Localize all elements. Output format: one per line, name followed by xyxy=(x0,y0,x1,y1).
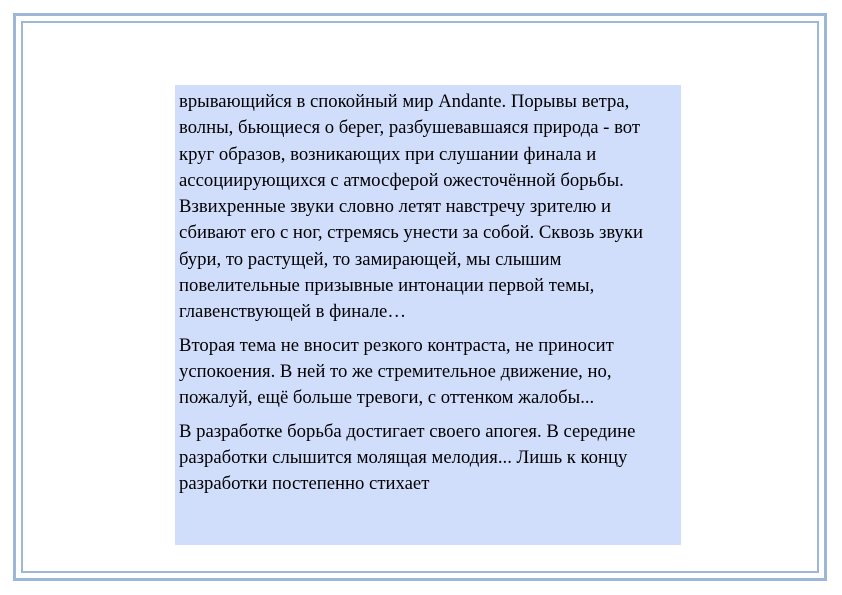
paragraph-3: В разработке борьба достигает своего апогея. В середине разработки слышится молящая мелодия... Лишь к концу разработки постепенно стихает xyxy=(179,420,636,495)
text-box xyxy=(175,85,681,545)
paragraph-1: врывающийся в спокойный мир Andante. Порывы ветра, волны, бьющиеся о берег, разбушевавшаяся природа - вот круг образов, возникающих при слушании финала и ассоциирующихся с атмосферой ожесточённой борьбы. Взвихренные звуки словно летят навстречу зрителю и сбивают его с ног, стремясь унести за собой. Сквозь звуки бури, то растущей, то замирающей, мы слышим повелительные призывные интонации первой темы, главенствующей в финале… xyxy=(179,91,643,323)
paragraph-2: Вторая тема не вносит резкого контраста, не приносит успокоения. В ней то же стремительное движение, но, пожалуй, ещё больше тревоги, с оттенком жалобы... xyxy=(179,334,614,409)
